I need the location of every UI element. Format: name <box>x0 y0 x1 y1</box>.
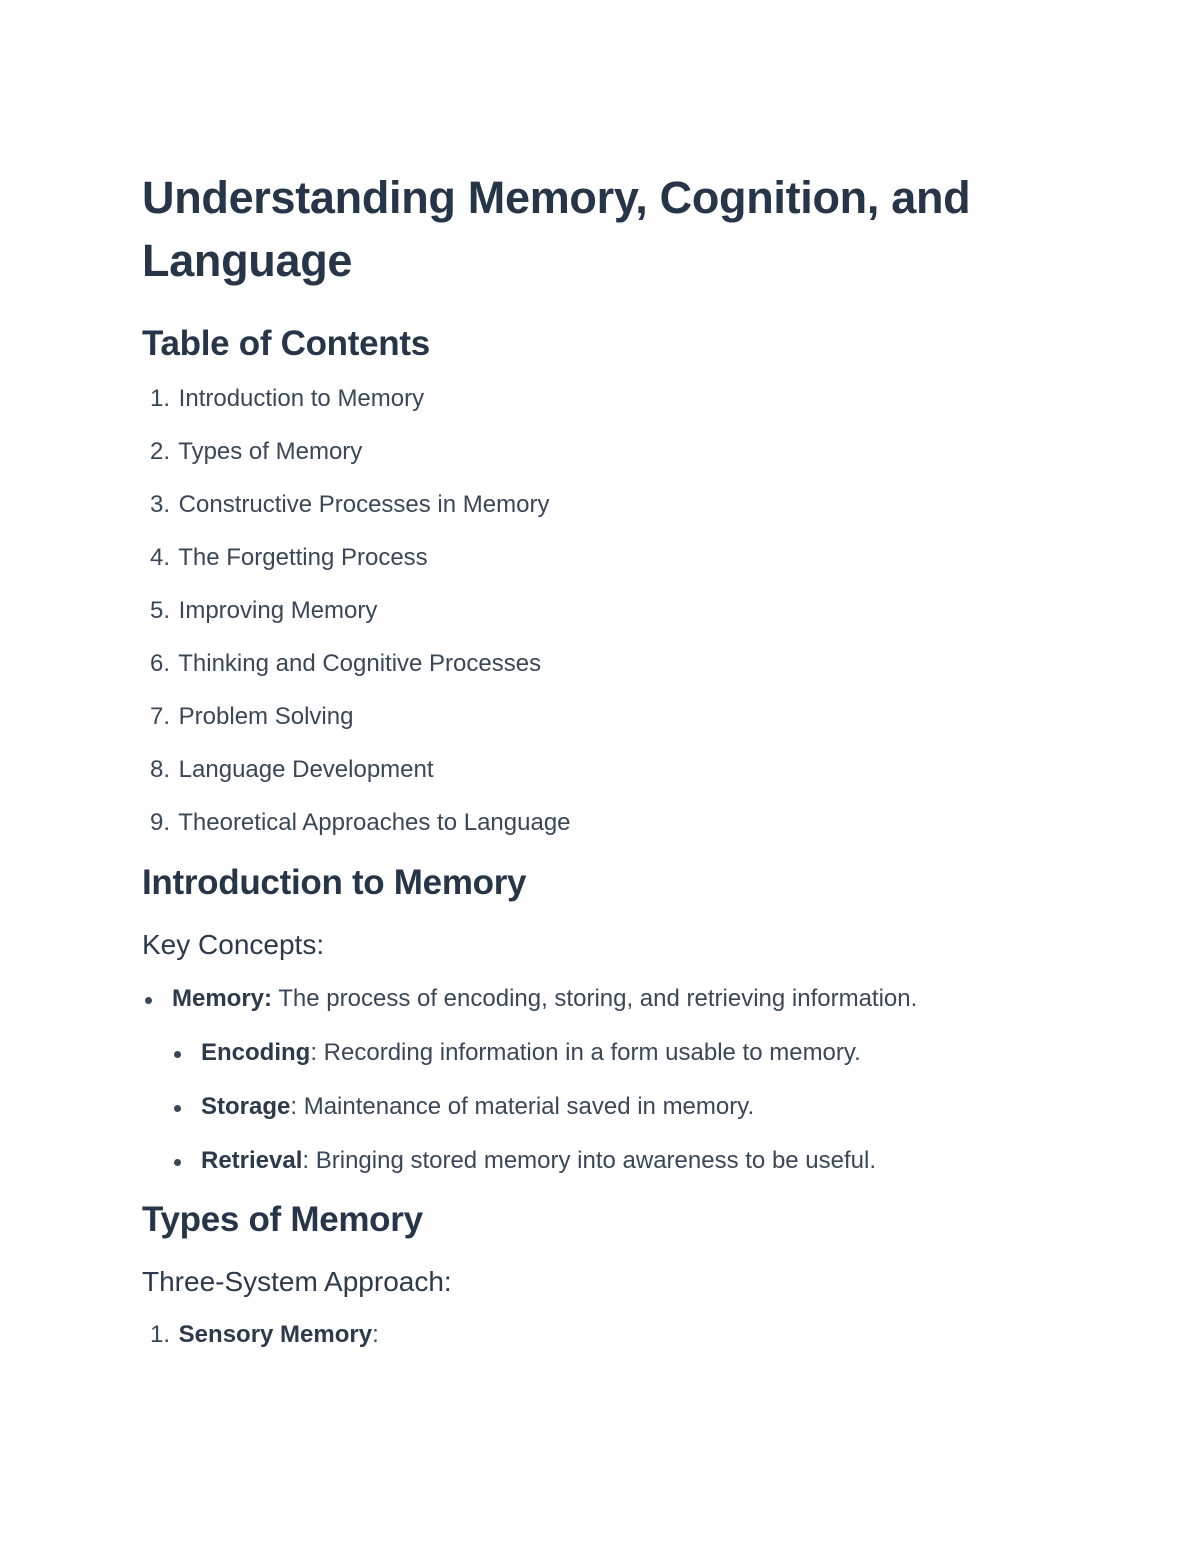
definition: Recording information in a form usable to memory. <box>317 1039 861 1066</box>
key-concepts-heading: Key Concepts: <box>142 929 325 960</box>
toc-item-label: Introduction to Memory <box>178 385 425 412</box>
memory-systems-list <box>142 1320 1062 1373</box>
definition: The process of encoding, storing, and retrieving information. <box>272 985 918 1012</box>
list-item: 1. Sensory Memory: <box>149 1321 379 1348</box>
toc-item-label: The Forgetting Process <box>178 544 428 571</box>
term-sensory-memory: Sensory Memory <box>178 1321 373 1348</box>
toc-item-forgetting-process[interactable]: 4. The Forgetting Process <box>149 544 428 571</box>
types-heading: Types of Memory <box>142 1200 423 1239</box>
toc-item-problem-solving[interactable]: 7. Problem Solving <box>149 703 354 730</box>
list-item: Retrieval: Bringing stored memory into awareness to be useful. <box>142 1146 1062 1200</box>
toc-item-language-development[interactable]: 8. Language Development <box>149 756 434 783</box>
table-of-contents <box>142 384 1062 861</box>
list-item: Storage: Maintenance of material saved in memory. <box>142 1092 1062 1146</box>
toc-item-improving-memory[interactable]: 5. Improving Memory <box>149 597 378 624</box>
bullet-icon <box>174 1159 181 1166</box>
list-item: Memory: The process of encoding, storing, and retrieving information. <box>142 984 1062 1038</box>
definition: Bringing stored memory into awareness to be useful. <box>309 1147 877 1174</box>
bullet-icon <box>174 1105 181 1112</box>
toc-item-constructive-processes[interactable]: 3. Constructive Processes in Memory <box>149 491 550 518</box>
toc-item-label: Types of Memory <box>178 438 363 465</box>
bullet-icon <box>145 997 152 1004</box>
page-title: Understanding Memory, Cognition, and Language <box>142 172 971 286</box>
toc-item-types-of-memory[interactable]: 2. Types of Memory <box>149 438 363 465</box>
intro-heading: Introduction to Memory <box>142 863 527 902</box>
list-item: Encoding: Recording information in a form usable to memory. <box>142 1038 1062 1092</box>
three-system-heading: Three-System Approach: <box>142 1266 452 1297</box>
term-memory: Memory <box>172 985 265 1012</box>
document-page <box>142 166 1062 1373</box>
toc-heading: Table of Contents <box>142 324 430 363</box>
toc-item-label: Problem Solving <box>178 703 354 730</box>
toc-item-theoretical-approaches[interactable]: 9. Theoretical Approaches to Language <box>149 809 571 836</box>
key-concepts-list <box>142 984 1062 1200</box>
term-encoding: Encoding <box>201 1039 311 1066</box>
toc-item-label: Improving Memory <box>178 597 378 624</box>
toc-item-thinking-cognitive[interactable]: 6. Thinking and Cognitive Processes <box>149 650 542 677</box>
definition: Maintenance of material saved in memory. <box>297 1093 755 1120</box>
toc-item-introduction-to-memory[interactable]: 1. Introduction to Memory <box>149 385 425 412</box>
bullet-icon <box>174 1051 181 1058</box>
toc-item-label: Language Development <box>178 756 434 783</box>
toc-item-label: Constructive Processes in Memory <box>178 491 550 518</box>
toc-item-label: Thinking and Cognitive Processes <box>178 650 542 677</box>
toc-item-label: Theoretical Approaches to Language <box>178 809 571 836</box>
term-retrieval: Retrieval <box>201 1147 303 1174</box>
term-storage: Storage <box>201 1093 291 1120</box>
